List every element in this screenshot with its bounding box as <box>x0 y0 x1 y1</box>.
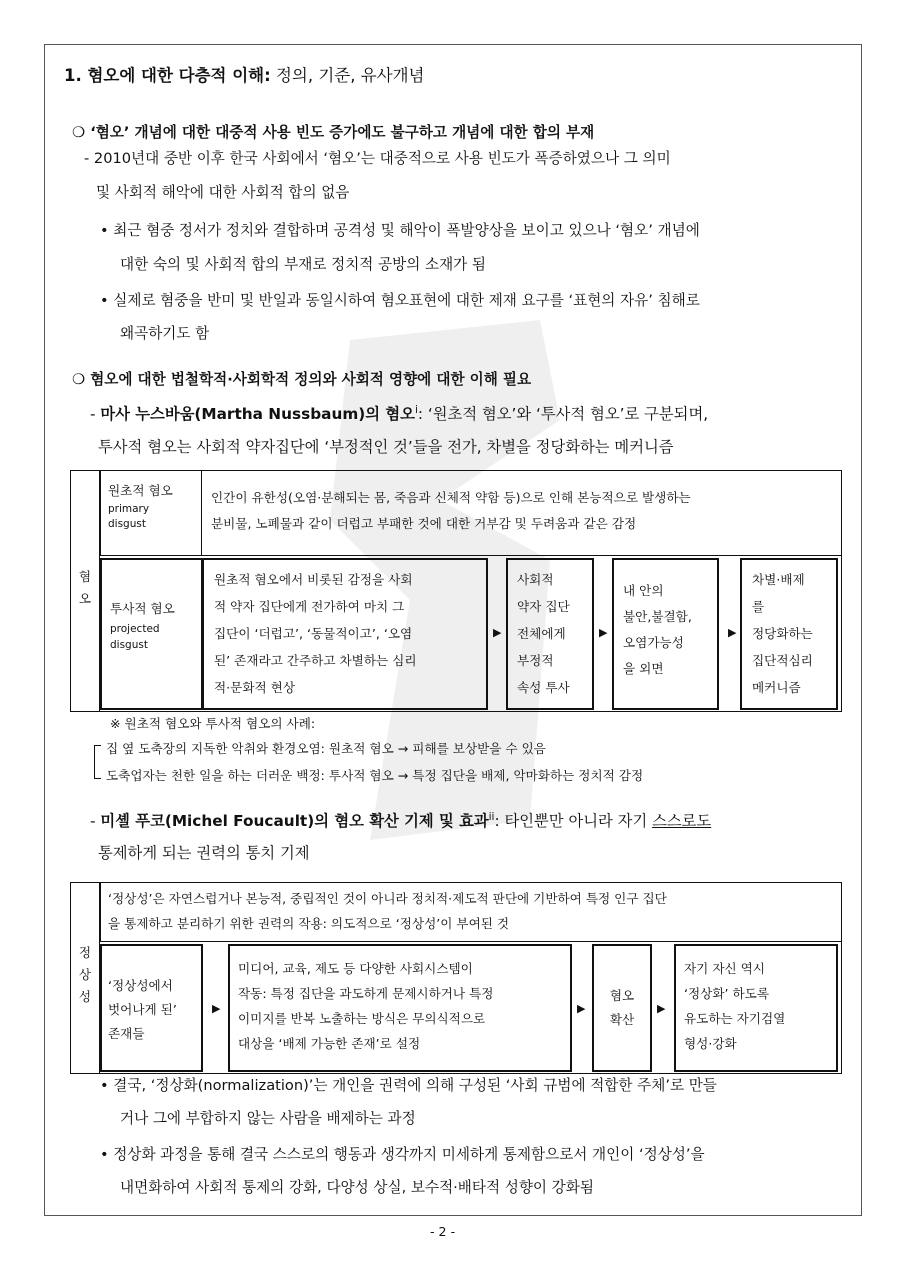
section2-title-line <box>72 368 531 389</box>
section1-dot2-line2: 왜곡하기도 함 <box>120 325 210 342</box>
projected-ko: 투사적 혐오 <box>110 601 175 616</box>
nussbaum-bold: 마사 누스바움(Martha Nussbaum)의 혐오 <box>100 405 415 424</box>
section1-title-line <box>72 121 594 142</box>
flow-line: 차별·배제 <box>752 572 805 587</box>
example1: 집 옆 도축장의 지독한 악취와 환경오염: 원초적 혐오 → 피해를 보상받을 수 있음 <box>106 741 546 756</box>
flow-line: 유도하는 자기검열 <box>684 1011 786 1026</box>
flow-line: 오염가능성 <box>623 635 684 650</box>
flow-line: 미디어, 교육, 제도 등 다양한 사회시스템이 <box>238 961 473 976</box>
projected-desc-line: 적 약자 집단에게 전가하여 마치 그 <box>214 599 405 614</box>
flow-line: 작동: 특정 집단을 과도하게 문제시하거나 특정 <box>238 986 494 1001</box>
flow-line: 사회적 <box>517 572 554 587</box>
table2-side-label <box>70 942 100 1008</box>
projected-desc <box>214 566 417 701</box>
projected-en1: projected <box>110 623 160 635</box>
nussbaum-line2: 투사적 혐오는 사회적 약자집단에 ‘부정적인 것’들을 전가, 차별을 정당화하는 메커니즘 <box>98 438 674 456</box>
heading-normal: 정의, 기준, 유사개념 <box>270 66 425 85</box>
flow1-text <box>517 566 570 701</box>
primary-en1: primary <box>108 503 150 515</box>
t2-box1-text <box>108 974 177 1046</box>
page-number: - 2 - <box>430 1224 456 1239</box>
examples-note: ※ 원초적 혐오와 투사적 혐오의 사례: <box>110 716 316 731</box>
side-char: 정 <box>78 945 92 960</box>
flow-line: 약자 집단 <box>517 599 570 614</box>
table2-top-line1: ‘정상성’은 자연스럽거나 본능적, 중립적인 것이 아니라 정치적·제도적 판단에 기반하여 특정 인구 집단 <box>108 891 667 906</box>
section1-dot1-line1: • 최근 혐중 정서가 정치와 결합하며 공격성 및 해악이 폭발양상을 보이고 있으나 ‘혐오’ 개념에 <box>100 222 700 239</box>
conclusion-dot2-line1: • 정상화 과정을 통해 결국 스스로의 행동과 생각까지 미세하게 통제함으로서 개인이 ‘정상성’을 <box>100 1146 705 1163</box>
flow-line: 정당화하는 <box>752 626 813 641</box>
flow-line: 메커니즘 <box>752 680 801 695</box>
flow-line: 불안,불결함, <box>623 609 692 624</box>
foucault-line2: 통제하게 되는 권력의 통치 기제 <box>98 844 310 862</box>
section2-title: 혐오에 대한 법철학적·사회학적 정의와 사회적 영향에 대한 이해 필요 <box>90 371 532 388</box>
arrow-right-icon: ▶ <box>728 626 737 639</box>
footnote-ii[interactable]: ii <box>488 811 495 823</box>
side-char: 성 <box>78 989 92 1004</box>
t2-box4-text <box>684 956 785 1056</box>
dash: - <box>90 812 101 831</box>
projected-desc-line: 적·문화적 현상 <box>214 680 295 695</box>
projected-label <box>110 598 175 651</box>
flow-line: 벗어나게 된’ <box>108 1002 177 1017</box>
arrow-right-icon: ▶ <box>212 1002 221 1015</box>
primary-desc2: 분비물, 노폐물과 같이 더럽고 부패한 것에 대한 거부감 및 두려움과 같은 감정 <box>211 516 637 531</box>
flow-line: 확산 <box>609 1012 635 1027</box>
section1-dash-line2: 및 사회적 해악에 대한 사회적 합의 없음 <box>96 184 350 201</box>
foucault-bold: 미셸 푸코(Michel Foucault)의 혐오 확산 기제 및 효과 <box>100 812 489 831</box>
flow-line: ‘정상성에서 <box>108 978 173 993</box>
flow-line: 전체에게 <box>517 626 566 641</box>
examples-bracket <box>94 745 101 779</box>
flow-line: 자기 자신 역시 <box>684 961 765 976</box>
arrow-right-icon: ▶ <box>577 1002 586 1015</box>
flow2-text <box>623 578 692 682</box>
nussbaum-line1 <box>90 397 708 427</box>
section1-dot2-line1: • 실제로 혐중을 반미 및 반일과 동일시하여 혐오표현에 대한 제재 요구를 ‘표현의 자유’ 침해로 <box>100 292 700 309</box>
flow-line: 이미지를 반복 노출하는 방식은 무의식적으로 <box>238 1011 486 1026</box>
flow-line: 존재들 <box>108 1026 145 1041</box>
t2-box2-text <box>238 956 493 1056</box>
dash: - <box>90 405 101 424</box>
foucault-underlined: 스스로도 <box>652 812 712 831</box>
side-char: 혐 <box>78 569 92 584</box>
arrow-right-icon: ▶ <box>599 626 608 639</box>
primary-label <box>108 480 173 530</box>
conclusion-dot1-line1: • 결국, ‘정상화(normalization)’는 개인을 권력에 의해 구성된 ‘사회 규범에 적합한 주체’로 만들 <box>100 1077 717 1094</box>
projected-desc-line: 집단이 ‘더럽고’, ‘동물적이고’, ‘오염 <box>214 626 413 641</box>
heading-bold: 1. 혐오에 대한 다층적 이해: <box>64 66 271 85</box>
projected-en2: disgust <box>110 639 148 651</box>
footnote-i[interactable]: i <box>414 404 418 416</box>
projected-desc-line: 된’ 존재라고 간주하고 차별하는 심리 <box>214 653 417 668</box>
page-heading <box>64 62 424 86</box>
t2-box3-text <box>592 984 652 1032</box>
conclusion-dot2-line2: 내면화하여 사회적 통제의 강화, 다양성 상실, 보수적·배타적 성향이 강화됨 <box>120 1179 594 1196</box>
nussbaum-rest: : ‘원초적 혐오’와 ‘투사적 혐오’로 구분되며, <box>417 405 709 424</box>
section1-dash-line1: - 2010년대 중반 이후 한국 사회에서 ‘혐오’는 대중적으로 사용 빈도가 폭증하였으나 그 의미 <box>84 150 671 167</box>
conclusion-dot1-line2: 거나 그에 부합하지 않는 사람을 배제하는 과정 <box>120 1110 416 1127</box>
flow-line: 속성 투사 <box>517 680 570 695</box>
circle-bullet-icon: ❍ <box>72 371 86 388</box>
arrow-right-icon: ▶ <box>493 626 502 639</box>
flow-line: 대상을 ‘배제 가능한 존재’로 설정 <box>238 1036 421 1051</box>
projected-desc-line: 원초적 혐오에서 비롯된 감정을 사회 <box>214 572 413 587</box>
flow-line: 집단적심리 <box>752 653 813 668</box>
arrow-right-icon: ▶ <box>657 1002 666 1015</box>
side-char: 오 <box>78 591 92 606</box>
table2-top-line2: 을 통제하고 분리하기 위한 권력의 작용: 의도적으로 ‘정상성’이 부여된 것 <box>108 916 510 931</box>
foucault-line1 <box>90 804 711 834</box>
flow-line: 형성·강화 <box>684 1036 737 1051</box>
flow-line: 부정적 <box>517 653 554 668</box>
primary-en2: disgust <box>108 518 146 530</box>
flow-line: 혐오 <box>609 988 635 1003</box>
flow-line: 을 외면 <box>623 661 664 676</box>
flow3-text <box>752 566 813 701</box>
side-char: 상 <box>78 967 92 982</box>
flow-line: 내 안의 <box>623 583 664 598</box>
flow-line: 를 <box>752 599 765 614</box>
circle-bullet-icon: ❍ <box>72 124 86 141</box>
section1-dot1-line2: 대한 숙의 및 사회적 합의 부재로 정치적 공방의 소재가 됨 <box>120 256 486 273</box>
section1-title: ‘혐오’ 개념에 대한 대중적 사용 빈도 증가에도 불구하고 개념에 대한 합의 부재 <box>90 124 595 141</box>
foucault-rest: : 타인뿐만 아니라 자기 <box>494 812 653 831</box>
table1-side-label <box>70 566 100 610</box>
example2: 도축업자는 천한 일을 하는 더러운 백정: 투사적 혐오 → 특정 집단을 배제, 악마화하는 정치적 감정 <box>106 768 644 783</box>
flow-line: ‘정상화’ 하도록 <box>684 986 770 1001</box>
primary-ko: 원초적 혐오 <box>108 483 173 498</box>
primary-desc1: 인간이 유한성(오염·분해되는 몸, 죽음과 신체적 약함 등)으로 인해 본능적으로 발생하는 <box>211 490 691 505</box>
